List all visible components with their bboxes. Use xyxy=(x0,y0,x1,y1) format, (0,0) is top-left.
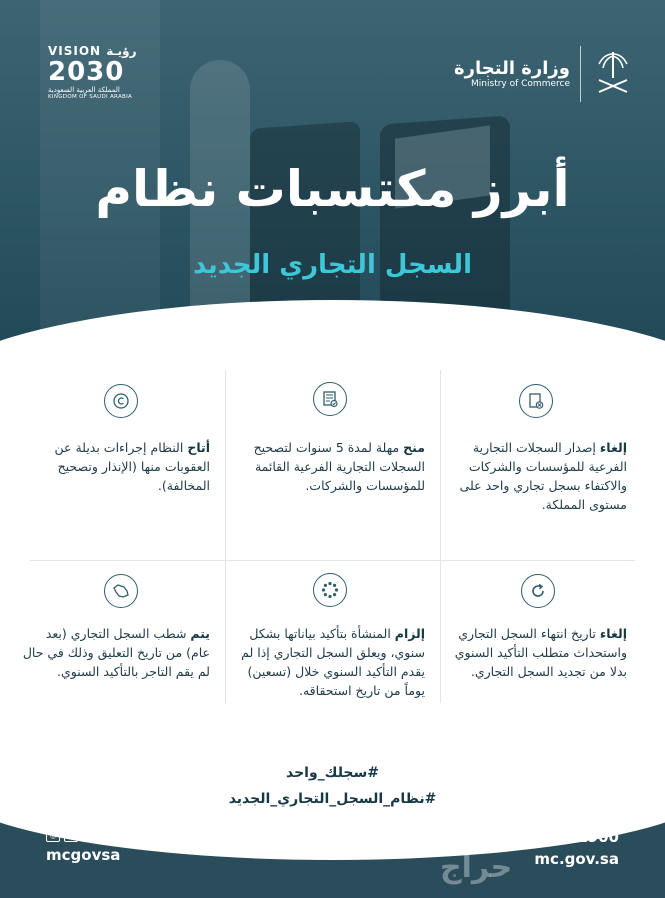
saudi-map-icon xyxy=(104,574,138,608)
facebook-icon[interactable]: f xyxy=(82,830,96,842)
item-keyword: أتاح xyxy=(187,440,210,455)
item-text: تاريخ انتهاء السجل التجاري واستحداث متطلب التأكيد السنوي بدلا من تجديد السجل التجاري. xyxy=(454,626,627,679)
ministry-name-ar: وزارة التجارة xyxy=(454,58,570,79)
hashtags xyxy=(0,760,665,812)
achievement-item xyxy=(20,438,210,495)
item-keyword: يتم xyxy=(190,626,210,641)
item-text: إصدار السجلات التجارية الفرعية للمؤسسات والشركات والاكتفاء بسجل تجاري واحد على مستوى المملكة. xyxy=(459,440,627,512)
document-cancel-icon xyxy=(519,384,553,418)
palm-swords-emblem-icon xyxy=(591,46,635,102)
vision-year: 2030 xyxy=(48,57,125,87)
page-title: أبرز مكتسبات نظام xyxy=(95,160,570,218)
vision-country-ar: المملكة العربية السعودية xyxy=(48,86,120,94)
refresh-icon xyxy=(521,574,555,608)
item-keyword: إلزام xyxy=(394,626,425,641)
grid-divider xyxy=(440,370,441,745)
item-text: شطب السجل التجاري (بعد عام) من تاريخ التعليق وذلك في حال لم يقم التاجر بالتأكيد السنوي. xyxy=(22,626,210,679)
vision-2030-logo xyxy=(48,44,148,100)
x-icon[interactable]: X xyxy=(64,830,78,842)
item-text: مهلة لمدة 5 سنوات لتصحيح السجلات التجارية الفرعية القائمة للمؤسسات والشركات. xyxy=(253,440,425,493)
hashtag[interactable]: #نظام_السجل_التجاري_الجديد xyxy=(228,791,437,807)
logo-divider xyxy=(580,46,581,102)
vision-country-en: KINGDOM OF SAUDI ARABIA xyxy=(48,94,133,100)
item-keyword: إلغاء xyxy=(599,626,627,641)
achievement-item xyxy=(437,438,627,514)
phone-number[interactable] xyxy=(534,828,619,846)
achievement-item xyxy=(235,438,425,495)
instagram-icon[interactable]: ◎ xyxy=(46,830,60,842)
phone-value: 1900 xyxy=(577,828,619,846)
achievement-item xyxy=(20,624,210,681)
phone-icon: ☎ xyxy=(553,828,578,846)
social-handle[interactable]: mcgovsa xyxy=(46,846,121,864)
page-subtitle: السجل التجاري الجديد xyxy=(193,250,472,280)
copyright-icon xyxy=(104,384,138,418)
achievement-item xyxy=(235,624,425,700)
website-link[interactable]: mc.gov.sa xyxy=(534,850,619,868)
achievement-item xyxy=(437,624,627,681)
item-keyword: منح xyxy=(403,440,425,455)
social-links xyxy=(46,830,120,864)
hashtag[interactable]: #سجلك_واحد xyxy=(285,765,380,781)
ministry-name-en: Ministry of Commerce xyxy=(471,79,570,89)
item-keyword: إلغاء xyxy=(599,440,627,455)
item-text: المنشأة بتأكيد بياناتها بشكل سنوي، ويعلق السجل التجاري إذا لم يقدم التأكيد السنوي خلال (تسعين) يوماً من تاريخ استحقاقه. xyxy=(241,626,425,698)
ministry-logo xyxy=(454,46,635,102)
vision-label: VISION رؤيـة xyxy=(48,44,137,58)
watermark: حراج xyxy=(440,850,513,885)
grid-divider xyxy=(225,370,226,745)
youtube-icon[interactable]: ▶ xyxy=(100,830,114,842)
dotted-circle-icon xyxy=(313,573,347,607)
grid-divider xyxy=(30,560,635,561)
item-text: النظام إجراءات بديلة عن العقوبات منها (الإنذار وتصحيح المخالفة). xyxy=(54,440,210,493)
document-check-icon xyxy=(313,382,347,416)
